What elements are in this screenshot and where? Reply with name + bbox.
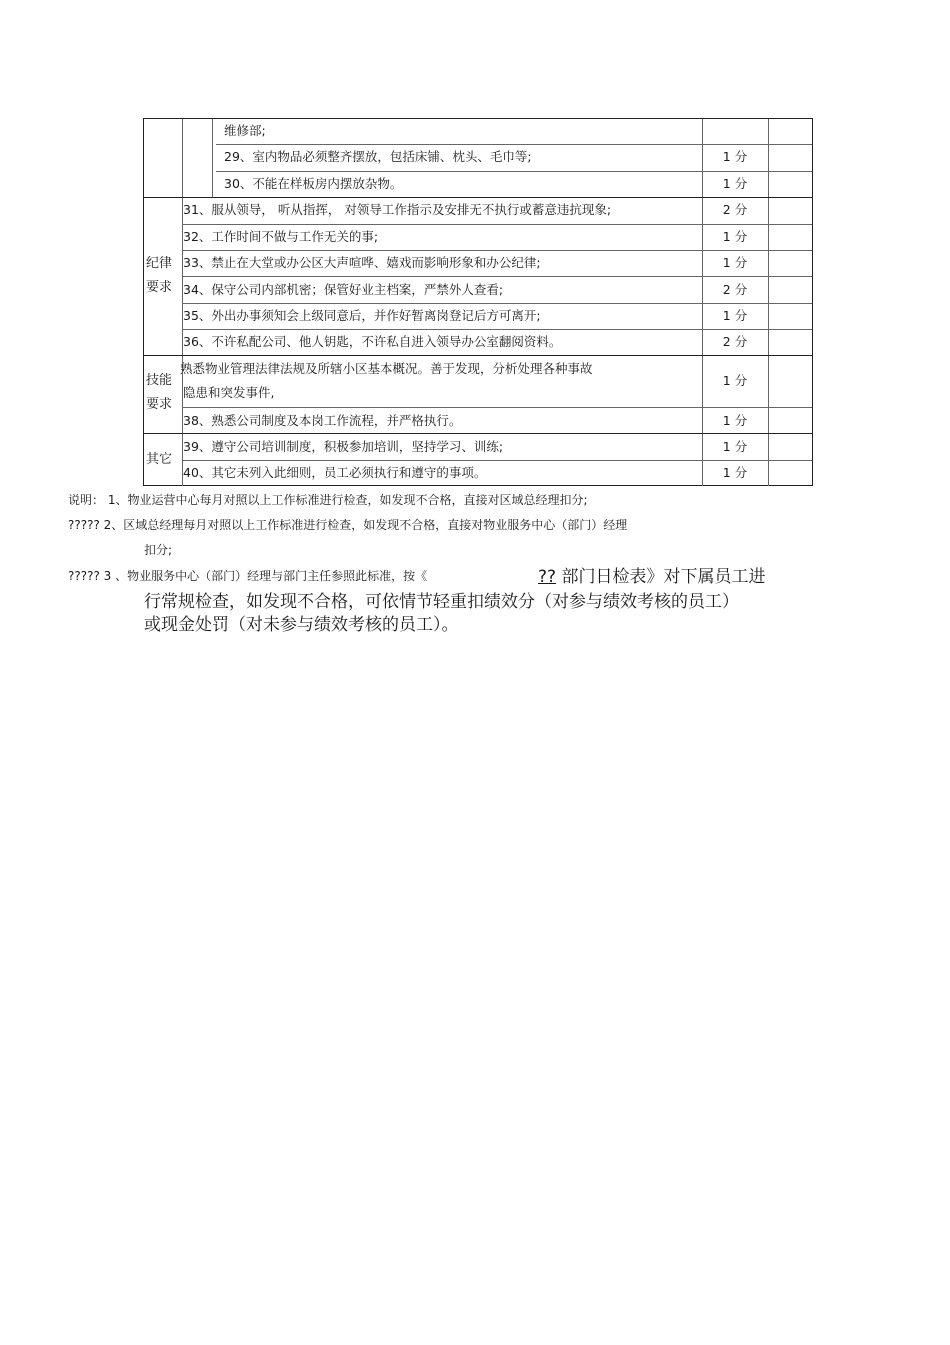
- row-divider: [182, 276, 812, 277]
- row-text: 40、其它未列入此细则，员工必须执行和遵守的事项。: [183, 465, 487, 480]
- section-divider: [144, 197, 812, 198]
- note-3-line-3: 或现金处罚（对未参与绩效考核的员工）。: [144, 615, 459, 635]
- row-text: 38、熟悉公司制度及本岗工作流程，并严格执行。: [183, 413, 462, 428]
- category-other: [146, 448, 172, 472]
- row-divider: [182, 303, 812, 304]
- row-divider: [182, 224, 812, 225]
- category-label: 技能: [146, 373, 173, 388]
- row-divider: [182, 460, 812, 461]
- row-text: 36、不许私配公司、他人钥匙，不许私自进入领导办公室翻阅资料。: [183, 334, 562, 349]
- row-score: 2 分: [722, 202, 748, 217]
- row-text: 32、工作时间不做与工作无关的事;: [183, 229, 379, 244]
- row-divider: [182, 329, 812, 330]
- row-text: 熟悉物业管理法律法规及所辖小区基本概况。善于发现，分析处理各种事故: [180, 361, 593, 376]
- category-label: 要求: [146, 397, 173, 412]
- row-text: 29、室内物品必须整齐摆放，包括床铺、枕头、毛巾等;: [224, 149, 532, 164]
- row-text-continued: 隐患和突发事件,: [183, 385, 275, 400]
- note-3-form-name: [538, 566, 765, 588]
- row-divider: [216, 171, 812, 172]
- row-score: 1 分: [722, 439, 748, 454]
- row-score: 1 分: [722, 308, 748, 323]
- note-2: ????? 2、区域总经理每月对照以上工作标准进行检查，如发现不合格，直接对物业服务中心（部门）经理: [68, 518, 628, 532]
- row-text: 维修部;: [224, 123, 266, 138]
- category-label: 要求: [146, 280, 173, 295]
- row-score: 1 分: [722, 176, 748, 191]
- row-score: 2 分: [722, 282, 748, 297]
- row-text: 33、禁止在大堂或办公区大声喧哗、嬉戏而影响形象和办公纪律;: [183, 255, 541, 270]
- row-score: 1 分: [722, 149, 748, 164]
- row-score: 1 分: [722, 255, 748, 270]
- note-3-placeholder-mark: ??: [538, 567, 557, 587]
- note-3-line-2: 行常规检查，如发现不合格，可依情节轻重扣绩效分（对参与绩效考核的员工）: [144, 592, 739, 612]
- row-divider: [182, 250, 812, 251]
- row-text: 30、不能在样板房内摆放杂物。: [224, 176, 403, 191]
- row-score: 1 分: [722, 373, 748, 388]
- row-divider: [216, 144, 812, 145]
- section-divider: [144, 433, 812, 434]
- subcategory-column-divider: [212, 119, 213, 197]
- note-3: ????? 3 、物业服务中心（部门）经理与部门主任参照此标准，按《: [68, 569, 428, 583]
- row-divider: [182, 407, 812, 408]
- note-1: 说明： 1、物业运营中心每月对照以上工作标准进行检查，如发现不合格，直接对区域总经理扣分;: [68, 493, 588, 507]
- row-text: 34、保守公司内部机密；保管好业主档案，严禁外人查看;: [183, 282, 504, 297]
- category-label: 其它: [146, 452, 173, 467]
- row-score: 2 分: [722, 334, 748, 349]
- row-score: 1 分: [722, 465, 748, 480]
- category-skill: [146, 369, 172, 417]
- section-divider: [144, 355, 812, 356]
- row-text: 35、外出办事须知会上级同意后，并作好暂离岗登记后方可离开;: [183, 308, 541, 323]
- note-3-tail: 部门日检表》对下属员工进: [556, 567, 766, 587]
- row-score: 1 分: [722, 229, 748, 244]
- note-2-continued: 扣分;: [144, 543, 173, 557]
- category-label: 纪律: [146, 256, 173, 271]
- category-discipline: [146, 252, 172, 300]
- row-text: 39、遵守公司培训制度，积极参加培训，坚持学习、训练;: [183, 439, 504, 454]
- standards-table: [143, 118, 813, 486]
- row-score: 1 分: [722, 413, 748, 428]
- row-text: 31、服从领导， 听从指挥， 对领导工作指示及安排无不执行或蓄意违抗现象;: [183, 202, 612, 217]
